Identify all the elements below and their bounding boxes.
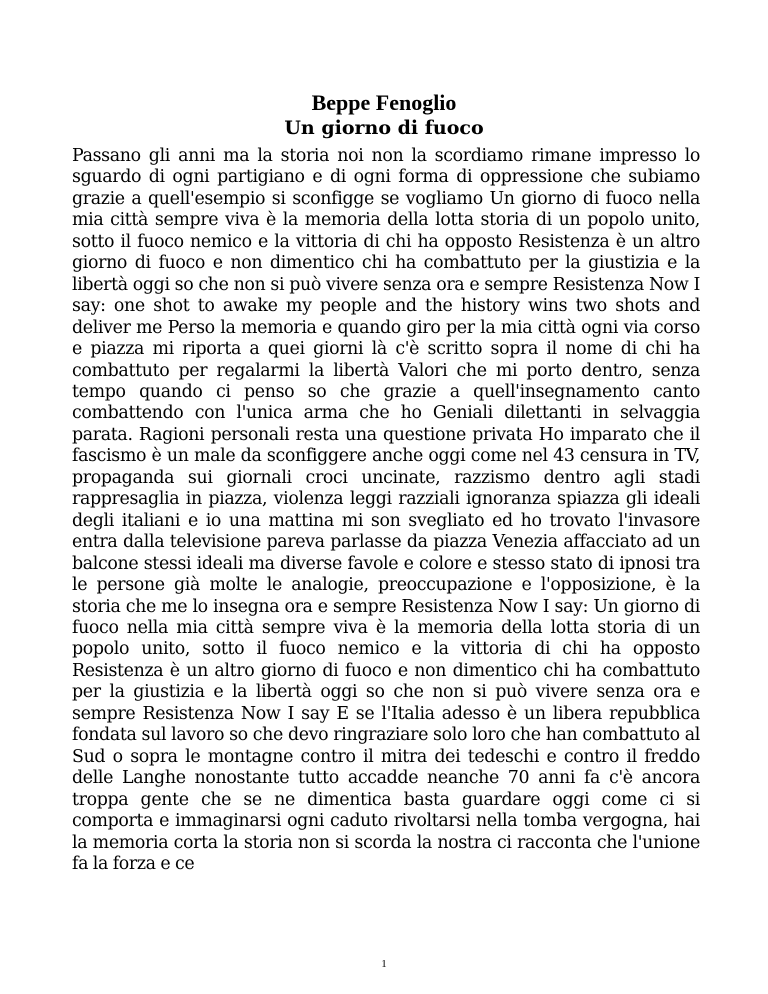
body-paragraph: Passano gli anni ma la storia noi non la scordiamo rimane impresso lo sguardo di ogni partigiano e di ogni forma di oppressione che subiamo grazie a quell'esempio si sconfigge se vogliamo Un giorno di fuoco nella mia città sempre viva è la memoria della lotta storia di un popolo unito, sotto il fuoco nemico e la vittoria di chi ha opposto Resistenza è un altro giorno di fuoco e non dimentico chi ha combattuto per la giustizia e la libertà oggi so che non si può vivere senza ora e sempre Resistenza Now I say: one shot to awake my people and the history wins two shots and deliver me Perso la memoria e quando giro per la mia città ogni via corso e piazza mi riporta a quei giorni là c'è scritto sopra il nome di chi ha combattuto per regalarmi la libertà Valori che mi porto dentro, senza tempo quando ci penso so che grazie a quell'insegnamento canto combattendo con l'unica arma che ho Geniali dilettanti in selvaggia parata. Ragioni personali resta una questione privata Ho imparato che il fascismo è un male da sconfiggere anche oggi come nel 43 censura in TV, propaganda sui giornali croci uncinate, razzismo dentro agli stadi rappresaglia in piazza, violenza leggi razziali ignoranza spiazza gli ideali degli italiani e io una mattina mi son svegliato ed ho trovato l'invasore entra dalla televisione pareva parlasse da piazza Venezia affacciato ad un balcone stessi ideali ma diverse favole e colore e stesso stato di ipnosi tra le persone già molte le analogie, preoccupazione e l'opposizione, è la storia che me lo insegna ora e sempre Resistenza Now I say: Un giorno di fuoco nella mia città sempre viva è la memoria della lotta storia di un popolo unito, sotto il fuoco nemico e la vittoria di chi ha opposto Resistenza è un altro giorno di fuoco e non dimentico chi ha combattuto per la giustizia e la libertà oggi so che non si può vivere senza ora e sempre Resistenza Now I say E se l'Italia adesso è un libera repubblica fondata sul lavoro so che devo ringraziare solo loro che han combattuto al Sud o sopra le montagne contro il mitra dei tedeschi e contro il freddo delle Langhe nonostante tutto accadde neanche 70 anni fa c'è ancora troppa gente che se ne dimentica basta guardare oggi come ci si comporta e immaginarsi ogni caduto rivoltarsi nella tomba vergogna, hai la memoria corta la storia non si scorda la nostra ci racconta che l'unione fa la forza e ce	[72, 146, 700, 874]
document-title: Un giorno di fuoco	[284, 117, 484, 139]
author-heading: Beppe Fenoglio	[311, 90, 457, 115]
page-number: 1	[381, 958, 387, 970]
